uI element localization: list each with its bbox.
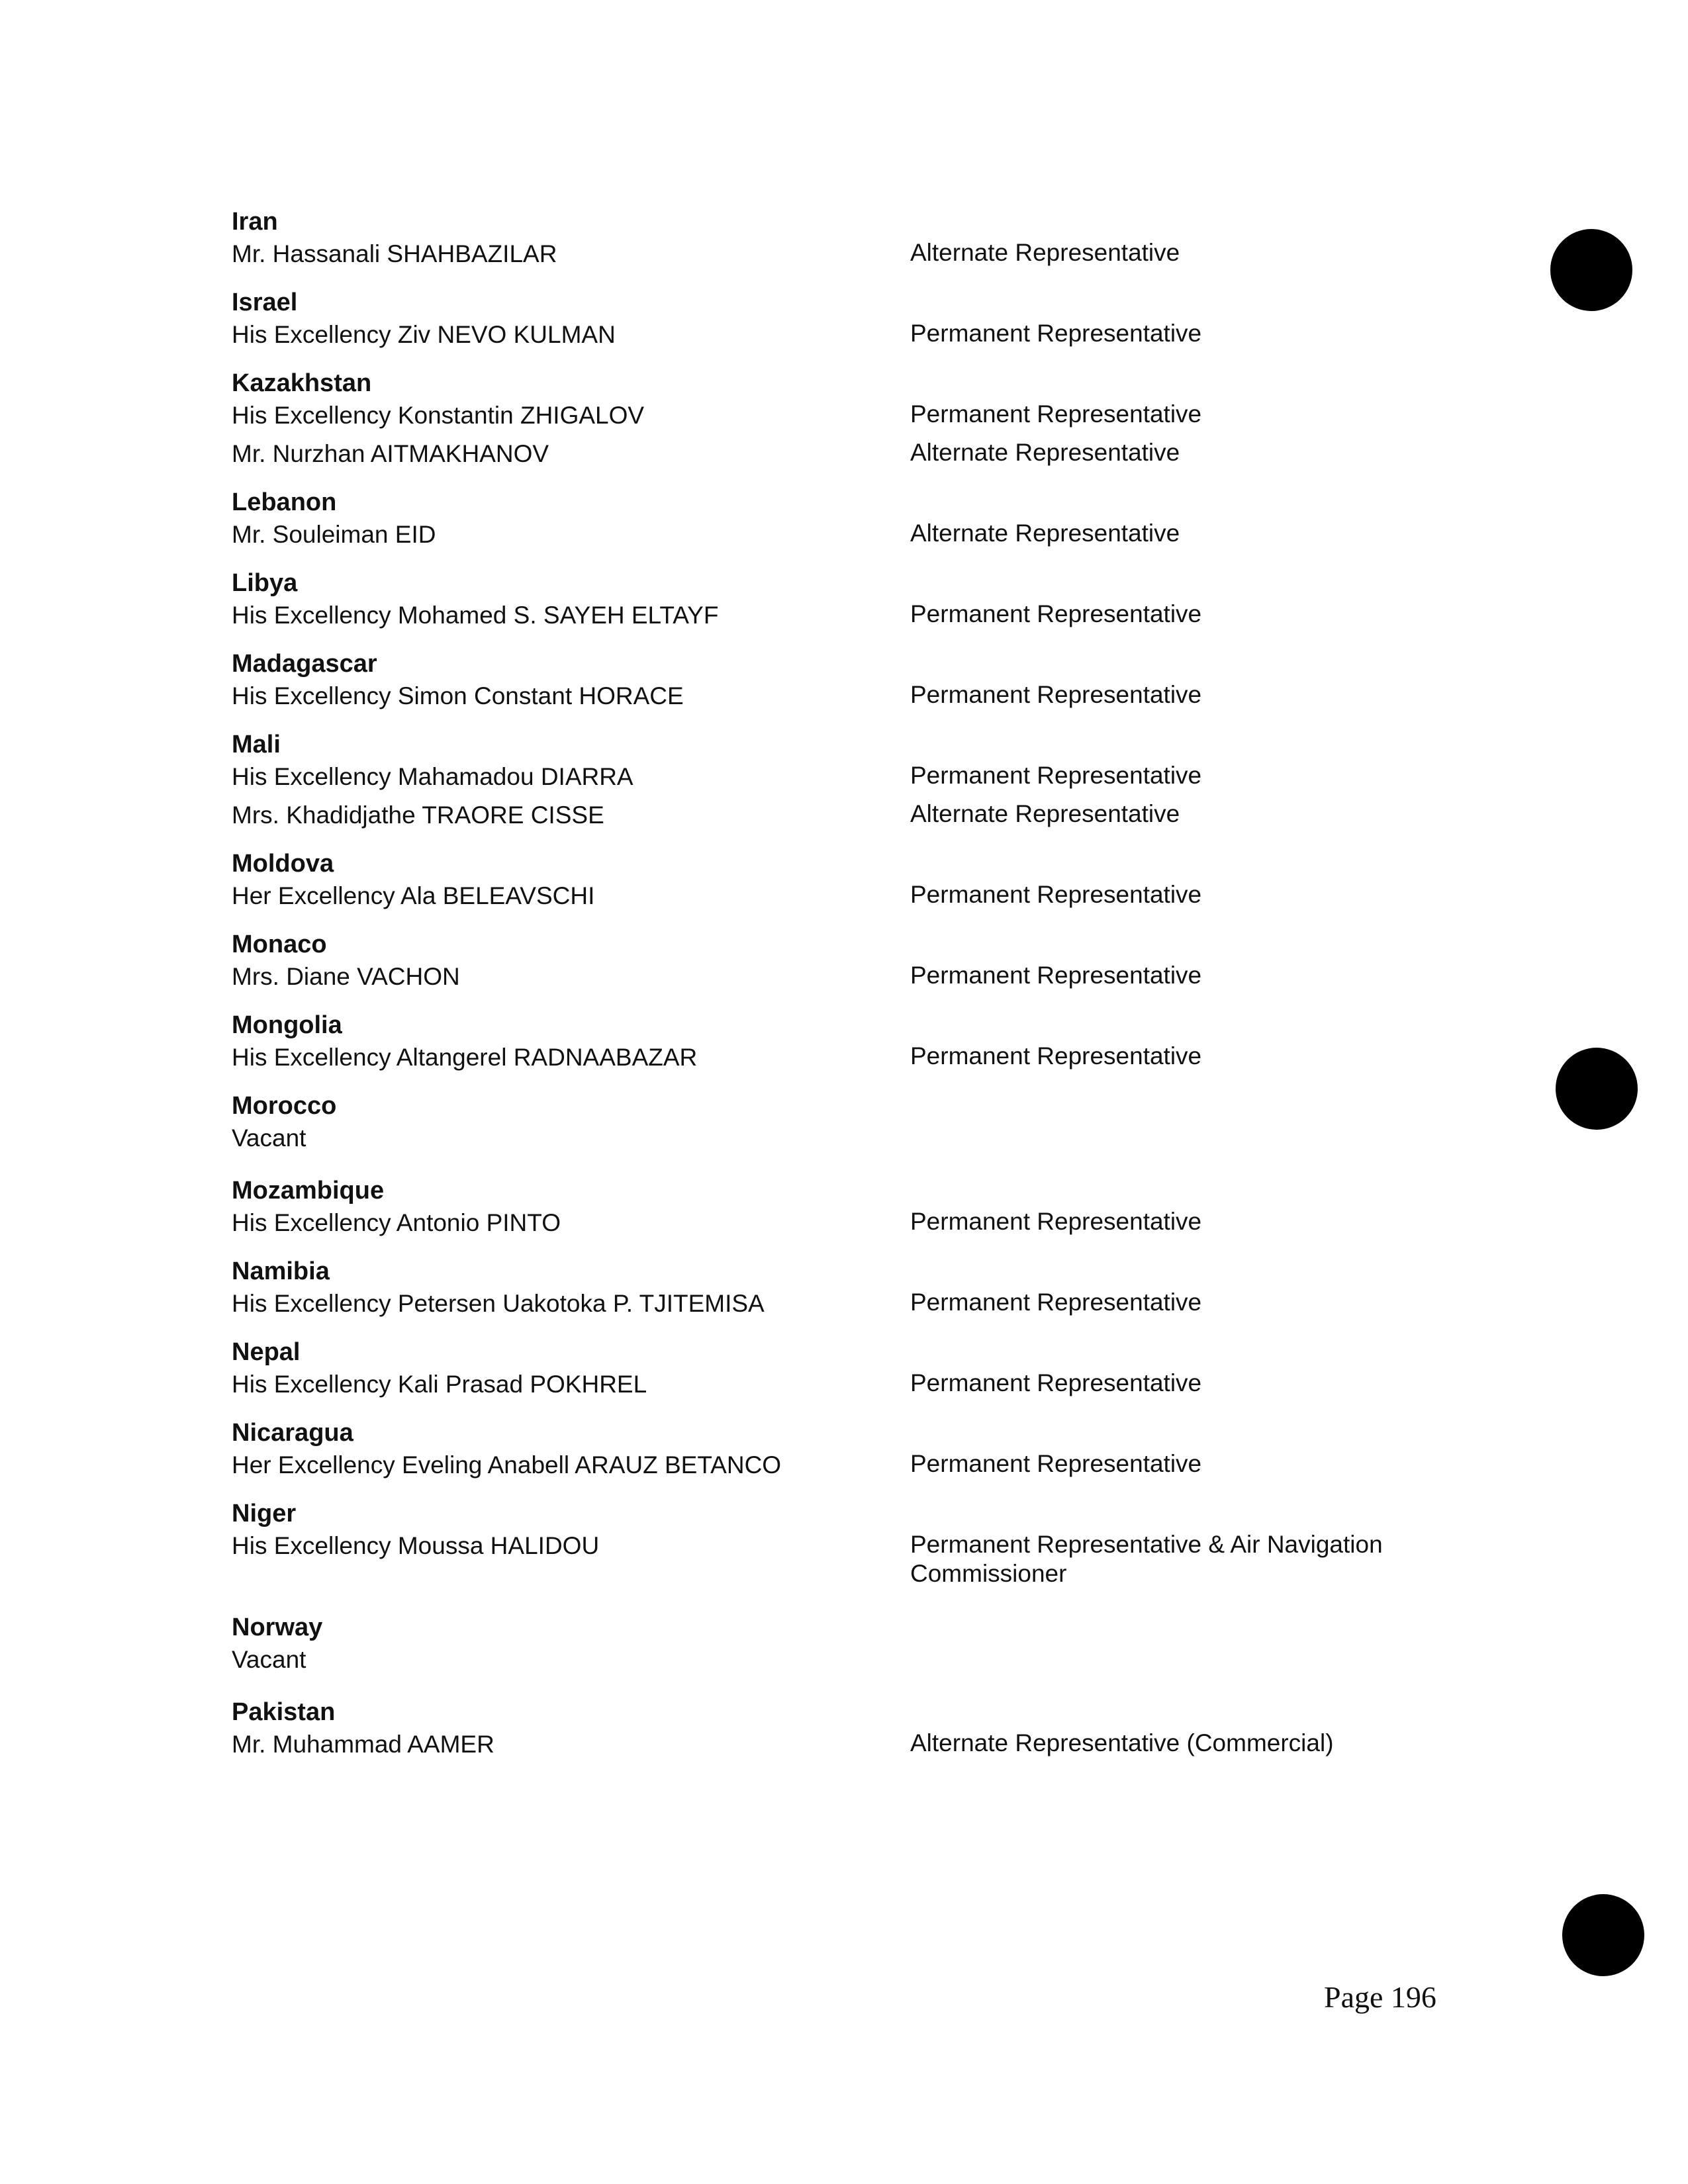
representative-name: Her Excellency Eveling Anabell ARAUZ BETANCO [232, 1451, 782, 1479]
country-heading: Kazakhstan [232, 369, 372, 397]
country-heading: Mali [232, 731, 281, 758]
representative-title: Permanent Representative [910, 1042, 1202, 1069]
country-heading: Moldova [232, 850, 334, 878]
country-heading: Nepal [232, 1338, 301, 1366]
country-heading: Israel [232, 289, 298, 316]
page-number: Page 196 [1324, 1980, 1436, 2014]
representative-title: Alternate Representative [910, 520, 1180, 547]
country-block-pakistan [232, 1696, 1456, 1767]
representative-name: Mr. Nurzhan AITMAKHANOV [232, 440, 549, 467]
representative-row [232, 400, 1456, 438]
representative-name: His Excellency Moussa HALIDOU [232, 1532, 600, 1559]
country-heading: Iran [232, 208, 278, 236]
country-heading: Morocco [232, 1092, 337, 1120]
country-heading: Lebanon [232, 488, 337, 516]
representative-title: Alternate Representative [910, 800, 1180, 827]
representative-row [232, 1729, 1456, 1767]
country-block-iran [232, 205, 1456, 277]
country-block-namibia [232, 1255, 1456, 1326]
country-block-madagascar [232, 647, 1456, 719]
country-heading: Norway [232, 1614, 323, 1641]
country-block-lebanon [232, 486, 1456, 557]
representative-row [232, 1207, 1456, 1246]
country-heading: Nicaragua [232, 1419, 353, 1447]
representative-title: Alternate Representative [910, 239, 1180, 266]
representative-title: Permanent Representative [910, 400, 1202, 428]
representative-title: Permanent Representative [910, 762, 1202, 789]
representative-title: Alternate Representative [910, 439, 1180, 466]
binder-hole [1556, 1048, 1638, 1130]
representative-title: Permanent Representative [910, 600, 1202, 627]
country-block-israel [232, 286, 1456, 357]
representative-name: His Excellency Mohamed S. SAYEH ELTAYF [232, 602, 719, 629]
representatives-list [232, 205, 1456, 1776]
country-block-monaco [232, 928, 1456, 999]
representative-row [232, 1369, 1456, 1407]
representative-name: His Excellency Altangerel RADNAABAZAR [232, 1044, 698, 1071]
country-heading: Monaco [232, 931, 327, 958]
representative-name: Mrs. Diane VACHON [232, 963, 460, 990]
representative-title: Permanent Representative [910, 962, 1202, 989]
representative-row [232, 600, 1456, 638]
representative-name: His Excellency Simon Constant HORACE [232, 682, 684, 709]
representative-row [232, 1530, 1456, 1588]
representative-row [232, 319, 1456, 357]
representative-row [232, 761, 1456, 799]
representative-row [232, 1288, 1456, 1326]
representative-row [232, 799, 1456, 838]
country-block-mozambique [232, 1174, 1456, 1246]
representative-name: Her Excellency Ala BELEAVSCHI [232, 882, 595, 909]
representative-name: His Excellency Mahamadou DIARRA [232, 763, 633, 790]
representative-name: Mrs. Khadidjathe TRAORE CISSE [232, 801, 604, 829]
representative-title: Permanent Representative & Air Navigation Commissioner [910, 1531, 1383, 1587]
representative-row [232, 238, 1456, 277]
country-block-niger [232, 1497, 1456, 1588]
representative-title: Permanent Representative [910, 1208, 1202, 1235]
representative-name: His Excellency Petersen Uakotoka P. TJITEMISA [232, 1290, 765, 1317]
country-block-mali [232, 728, 1456, 838]
country-heading: Mongolia [232, 1011, 342, 1039]
country-heading: Niger [232, 1500, 297, 1527]
country-block-norway [232, 1611, 1456, 1686]
representative-name: His Excellency Ziv NEVO KULMAN [232, 321, 616, 348]
representative-name: Mr. Muhammad AAMER [232, 1731, 494, 1758]
country-block-moldova [232, 847, 1456, 919]
country-heading: Namibia [232, 1257, 330, 1285]
binder-hole [1562, 1894, 1644, 1976]
representative-title: Permanent Representative [910, 881, 1202, 908]
country-block-nepal [232, 1336, 1456, 1407]
country-block-nicaragua [232, 1416, 1456, 1488]
representative-title: Permanent Representative [910, 1450, 1202, 1477]
vacant-label: Vacant [232, 1124, 306, 1152]
representative-name: Mr. Hassanali SHAHBAZILAR [232, 240, 557, 267]
representative-name: His Excellency Kali Prasad POKHREL [232, 1371, 647, 1398]
representative-row [232, 519, 1456, 557]
representative-row [232, 1042, 1456, 1080]
country-block-mongolia [232, 1009, 1456, 1080]
vacant-label: Vacant [232, 1646, 306, 1673]
representative-title: Permanent Representative [910, 681, 1202, 708]
binder-hole [1550, 229, 1632, 311]
country-block-libya [232, 567, 1456, 638]
country-heading: Pakistan [232, 1698, 336, 1726]
representative-title: Permanent Representative [910, 1289, 1202, 1316]
country-block-morocco [232, 1089, 1456, 1165]
representative-title: Alternate Representative (Commercial) [910, 1729, 1334, 1756]
representative-row [232, 1449, 1456, 1488]
representative-name: Mr. Souleiman EID [232, 521, 436, 548]
representative-row [232, 961, 1456, 999]
country-block-kazakhstan [232, 367, 1456, 477]
country-heading: Mozambique [232, 1177, 385, 1205]
representative-title: Permanent Representative [910, 320, 1202, 347]
representative-name: His Excellency Konstantin ZHIGALOV [232, 402, 645, 429]
representative-row [232, 680, 1456, 719]
representative-title: Permanent Representative [910, 1369, 1202, 1396]
spacer [232, 1598, 1456, 1611]
representative-row [232, 438, 1456, 477]
representative-name: His Excellency Antonio PINTO [232, 1209, 561, 1236]
country-heading: Madagascar [232, 650, 377, 678]
country-heading: Libya [232, 569, 298, 597]
representative-row [232, 880, 1456, 919]
